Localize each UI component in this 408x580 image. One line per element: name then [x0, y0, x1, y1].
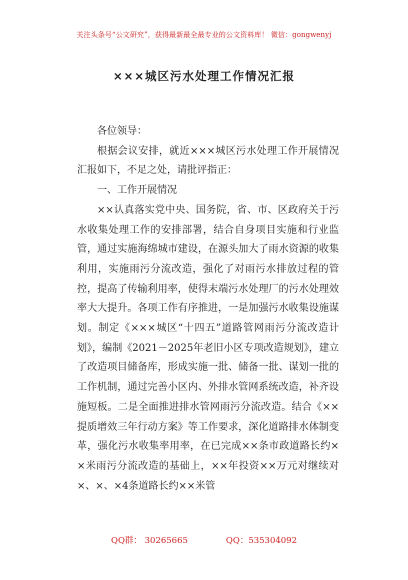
footer-qq-group: QQ群： 30265665: [110, 536, 188, 546]
salutation: 各位领导：: [97, 126, 147, 137]
intro-paragraph: 根据会议安排，就近×××城区污水处理工作开展情况汇报如下，不足之处，请批评指正：: [77, 145, 339, 177]
footer-contact: [0, 534, 408, 546]
document-title: ×××城区污水处理工作情况汇报: [113, 69, 295, 83]
section-heading: 一、工作开展情况: [97, 185, 177, 197]
top-banner: 关注头条号“公文研究”，获得最新最全最专业的公文资料库！ 微信：gongwenyj: [76, 31, 332, 39]
document-body: [77, 122, 339, 496]
body-paragraph: ××认真落实党中央、国务院，省、市、区政府关于污水收集处理工作的安排部署，结合自身项目实施和行业监管，通过实施海绵城市建设，在源头加大了雨水资源的收集利用，实施雨污分流改造，强化了对雨污水排放过程的管控，提高了传输利用率，使得末端污水处理厂的污水处理效率大大提升。各项工作有序推进，一是加强污水收集设施谋划。制定《×××城区“十四五”道路管网雨污分流改造计划》，编制《2021－2025年老旧小区专项改造规划》，建立了改造项目储备库，形成实施一批、储备一批、谋划一批的工作机制，通过完善小区内、外排水管网系统改造，补齐设施短板。二是全面推进排水管网雨污分流改造。结合《××提质增效三年行动方案》等工作要求，深化道路排水体制变革，强化污水收集率用率，在已完成××条市政道路长约××米雨污分流改造的基础上，××年投资××万元对继续对×、×、×4条道路长约××米管: [77, 204, 339, 492]
footer-qq: QQ：535304092: [225, 536, 297, 546]
